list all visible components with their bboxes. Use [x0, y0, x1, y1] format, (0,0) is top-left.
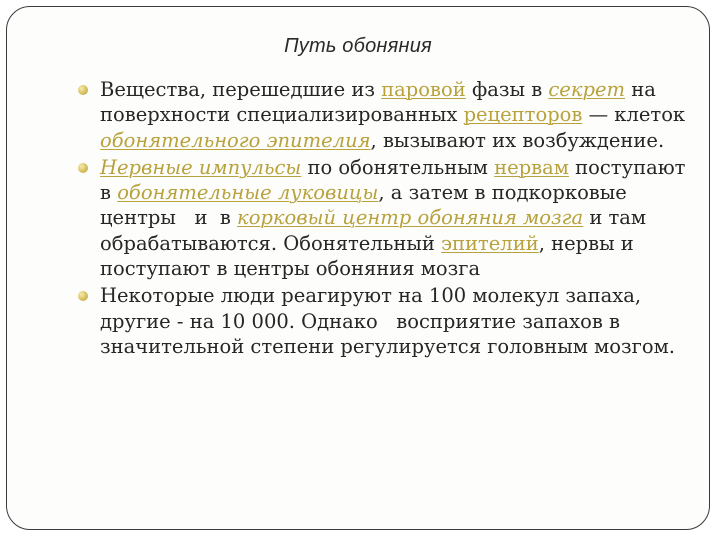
bullet-text [100, 78, 685, 152]
link-olfactory-epithelium[interactable]: обонятельного эпителия [100, 128, 371, 152]
link-epithelium[interactable]: эпителий [441, 231, 539, 255]
bullet-item [100, 155, 690, 281]
link-nerve-impulses[interactable]: Нервные импульсы [100, 155, 302, 179]
text-run: Некоторые люди реагируют на 100 молекул запаха, другие - на 10 000. Однако восприятие запахов в значительной степени регулируется головным мозгом. [100, 284, 676, 358]
link-cortical-olfactory-center[interactable]: корковый центр обоняния мозга [237, 206, 584, 230]
text-run: , вызывают их возбуждение. [370, 128, 665, 152]
text-run: поступают в [100, 155, 686, 205]
bullet-text [100, 156, 685, 280]
text-run: фазы в [465, 78, 549, 101]
link-vapor-phase[interactable]: паровой [381, 78, 466, 101]
text-run: по обонятельным [301, 155, 495, 179]
slide-title: Путь обоняния [284, 35, 432, 57]
link-receptors[interactable]: рецепторов [463, 103, 583, 127]
link-nerves[interactable]: нервам [494, 155, 569, 179]
bullet-item [100, 77, 690, 153]
text-run: — клеток [582, 103, 686, 127]
bullet-list [100, 77, 690, 361]
text-run: , а затем в подкорковые центры и в [100, 181, 634, 230]
text-run: и там обрабатываются. Обонятельный [100, 206, 647, 255]
bullet-dot-icon [78, 163, 88, 173]
text-run: , нервы и поступают в центры обоняния мозга [100, 231, 634, 281]
bullet-item [100, 283, 690, 359]
link-secretion[interactable]: секрет [548, 78, 625, 101]
link-olfactory-bulbs[interactable]: обонятельные луковицы [117, 181, 379, 205]
text-run: Вещества, перешедшие из [100, 78, 382, 101]
text-run: на поверхности специализированных [100, 78, 656, 127]
bullet-dot-icon [78, 85, 88, 95]
bullet-text [100, 284, 675, 358]
